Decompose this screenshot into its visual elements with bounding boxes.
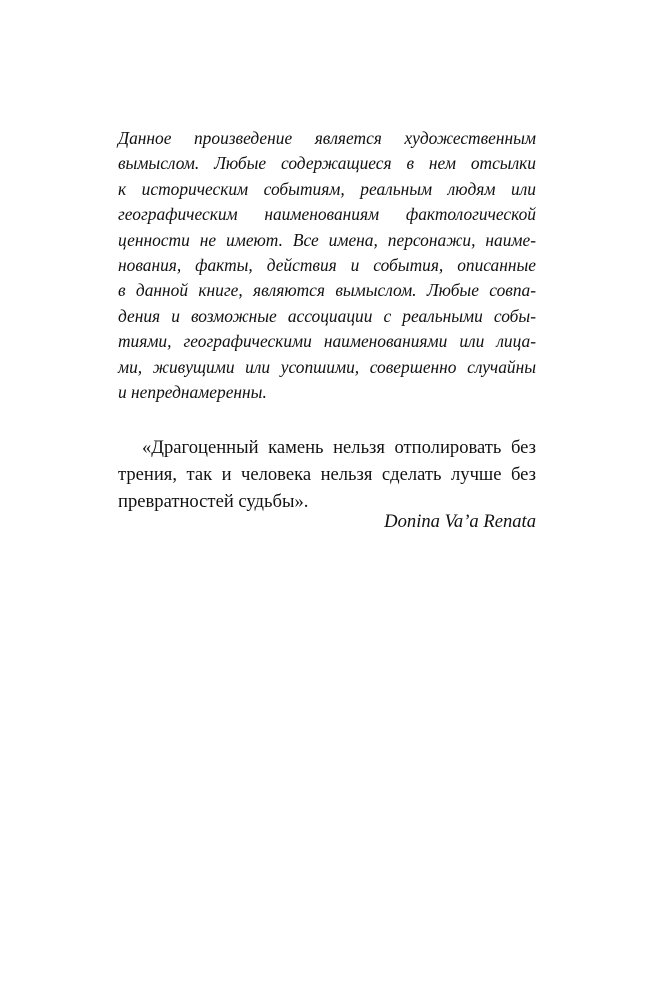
epigraph-line: превратностей судьбы». bbox=[118, 491, 309, 512]
epigraph-author: Donina Va’a Renata bbox=[384, 511, 536, 532]
disclaimer-line: ми, живущими или усопшими, совершенно случайны bbox=[118, 356, 536, 377]
epigraph-line: трения, так и человека нельзя сделать лучше без bbox=[118, 464, 536, 485]
epigraph-line: «Драгоценный камень нельзя отполировать без bbox=[142, 437, 536, 458]
disclaimer-line: к историческим событиям, реальным людям или bbox=[118, 178, 536, 199]
disclaimer-line: дения и возможные ассоциации с реальными собы- bbox=[118, 305, 536, 326]
disclaimer-line: и непреднамеренны. bbox=[118, 382, 267, 403]
disclaimer-line: Данное произведение является художественным bbox=[118, 128, 536, 148]
disclaimer-line: географическим наименованиям фактологической bbox=[118, 204, 536, 225]
disclaimer-line: ценности не имеют. Все имена, персонажи, наиме- bbox=[118, 229, 536, 250]
disclaimer-line: нования, факты, действия и события, описанные bbox=[118, 255, 536, 276]
disclaimer-line: тиями, географическими наименованиями или лица- bbox=[118, 331, 536, 352]
epigraph-quote bbox=[118, 434, 536, 515]
disclaimer-line: в данной книге, являются вымыслом. Любые совпа- bbox=[118, 280, 536, 301]
disclaimer-paragraph bbox=[118, 126, 536, 405]
disclaimer-line: вымыслом. Любые содержащиеся в нем отсылки bbox=[118, 153, 536, 174]
